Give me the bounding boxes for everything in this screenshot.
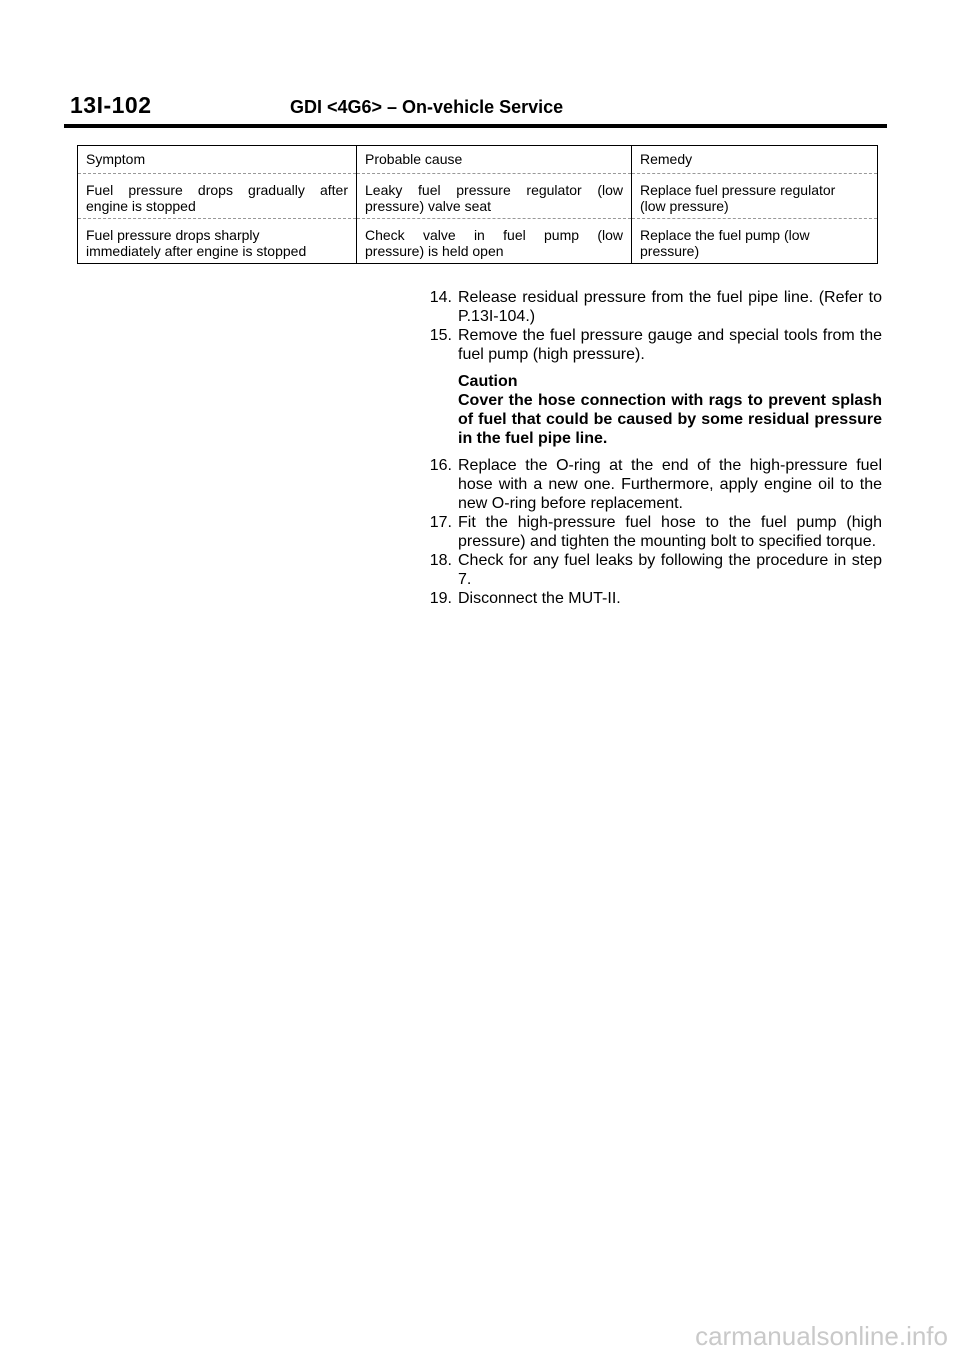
header-remedy: Remedy (632, 146, 878, 174)
cell-line: Fuel pressure drops gradually after (86, 182, 348, 198)
step-number: 15. (429, 327, 452, 344)
cell-line: Replace the fuel pump (low pressure) (640, 227, 810, 259)
remedy-cell (632, 219, 878, 264)
symptom-cell (78, 174, 357, 219)
remedy-cell (632, 174, 878, 219)
step-number: 16. (429, 457, 452, 474)
step-text: Check for any fuel leaks by following the procedure in step 7. (458, 552, 882, 588)
list-item (410, 513, 882, 551)
symptom-cell (78, 219, 357, 264)
step-number: 17. (429, 514, 452, 531)
table-header-row (78, 146, 878, 174)
cell-line: immediately after engine is stopped (86, 243, 307, 259)
header-symptom: Symptom (78, 146, 357, 174)
list-item (410, 288, 882, 326)
step-text: Disconnect the MUT-II. (458, 590, 621, 607)
cell-line: Check valve in fuel pump (low (365, 227, 623, 243)
step-number: 18. (429, 552, 452, 569)
list-item (410, 456, 882, 513)
symptom-table (77, 145, 878, 264)
step-text: Remove the fuel pressure gauge and special tools from the fuel pump (high pressure). (458, 327, 882, 363)
cell-line: Leaky fuel pressure regulator (low (365, 182, 623, 198)
table-row (78, 174, 878, 219)
header-rule (64, 124, 887, 128)
page-title: GDI <4G6> – On-vehicle Service (290, 97, 564, 117)
cell-line: (low pressure) (640, 198, 729, 214)
caution-title: Caution (458, 373, 518, 390)
list-item (410, 326, 882, 364)
cell-line: Fuel pressure drops sharply (86, 227, 260, 243)
procedure-steps (410, 288, 882, 608)
step-text: Replace the O-ring at the end of the high-pressure fuel hose with a new one. Furthermore, apply engine oil to the new O-ring before replacement. (458, 457, 882, 512)
site-watermark: carmanualsonline.info (695, 1321, 948, 1351)
list-item (410, 551, 882, 589)
cause-cell (357, 219, 632, 264)
cell-line: engine is stopped (86, 198, 196, 214)
caution-box (458, 372, 882, 448)
cause-cell (357, 174, 632, 219)
step-text: Fit the high-pressure fuel hose to the fuel pump (high pressure) and tighten the mounting bolt to specified torque. (458, 514, 882, 550)
caution-text: Cover the hose connection with rags to prevent splash of fuel that could be caused by some residual pressure in the fuel pipe line. (458, 392, 882, 447)
list-item (410, 589, 882, 608)
step-number: 19. (429, 590, 452, 607)
step-text: Release residual pressure from the fuel pipe line. (Refer to P.13I-104.) (458, 289, 882, 325)
header-probable-cause: Probable cause (357, 146, 632, 174)
cell-line: pressure) valve seat (365, 198, 492, 214)
table-row (78, 219, 878, 264)
cell-line: Replace fuel pressure regulator (640, 182, 836, 198)
step-number: 14. (429, 289, 452, 306)
page-number: 13I-102 (70, 92, 152, 118)
cell-line: pressure) is held open (365, 243, 504, 259)
